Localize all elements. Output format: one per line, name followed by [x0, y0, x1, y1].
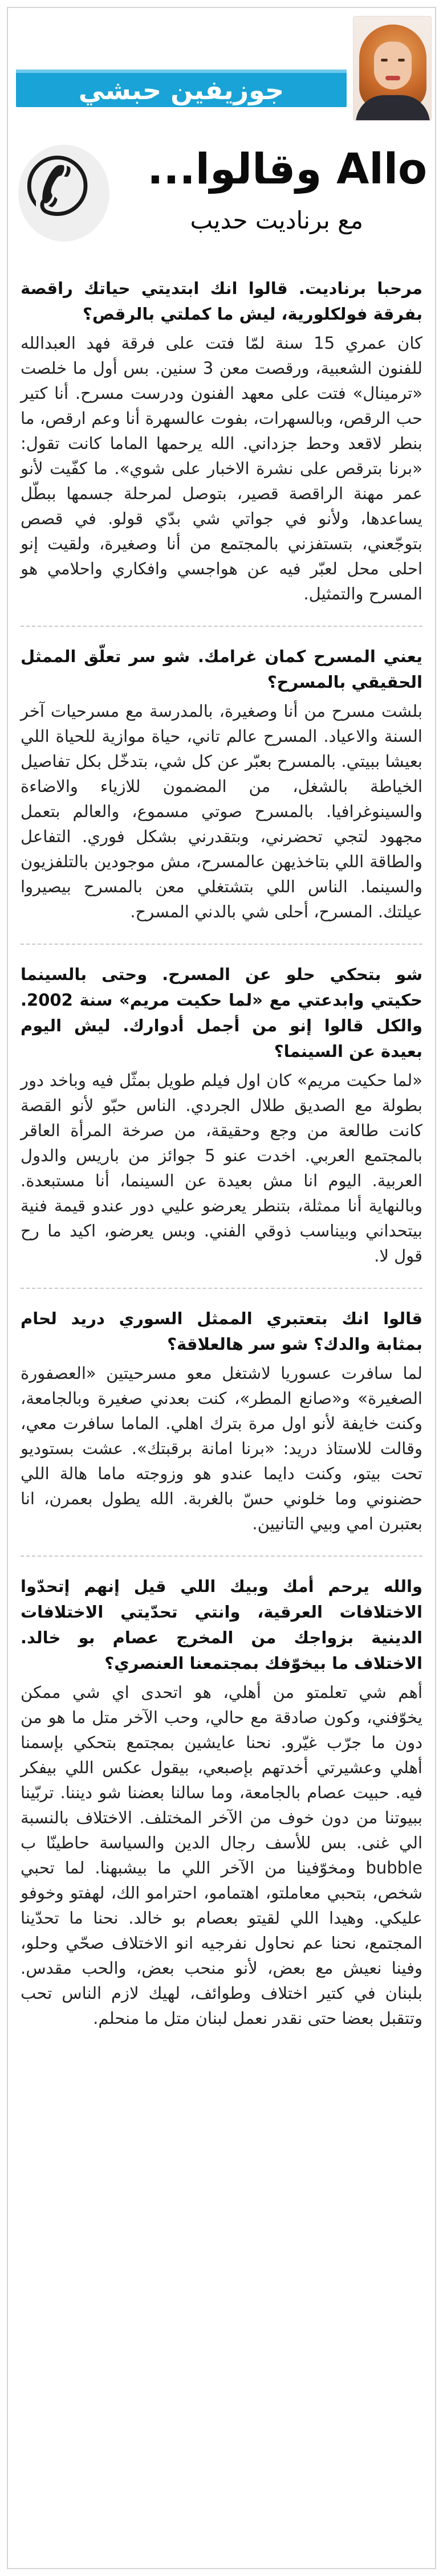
- interview-question: قالوا انك بتعتبري الممثل السوري دريد لحام بمثابة والدك؟ شو سر هالعلاقة؟: [21, 1309, 422, 1354]
- section-divider: [21, 626, 422, 627]
- interview-answer: بلشت مسرح من أنا وصغيرة، بالمدرسة مع مسرحيات آخر السنة والاعياد. المسرح عالم تاني، حياة موازية للحياة اللي بعيشا ببيتي. بالمسرح بعبّر عن كل شي، بتدخّل بكل تفاصيل الخياطة بالشغل، من المضمون للازياء والاضاءة والسينوغرافيا. بالمسرح صوتي مسموع، والعالم بتعمل مجهود لتجي تحضرني، وبتقدرني بشكل فوري. التفاعل والطاقة اللي بتاخذيهن عالمسرح، مش موجودين بالتلفزيون والسينما. الناس اللي بتشتغلي معن بالمسرح بيصيروا عيلتك. المسرح، أحلى شي بالدني المسرح.: [21, 701, 422, 921]
- interview-answer: «لما حكيت مريم» كان اول فيلم طويل بمثّل فيه وباخد دور بطولة مع الصديق طلال الجردي. الناس حبّو لأنو القصة كانت طالعة من وجع وحقيقة، من صرخة المرأة العاقر بالمجتمع العربي. اخدت عنو 5 جوائز من باريس والدول العربية. اليوم انا مش بعيدة عن السينما، أنا مستبعدة. وبالنهاية أنا ممثلة، بتنطر يعرضو عليي دور عندو قيمة فنية بيتحداني وبيناسب ذوقي الفني. وبس يعرضو، اكيد ما رح قول لا.: [21, 1071, 422, 1265]
- interview-answer: كان عمري 15 سنة لمّا فتت على فرقة فهد العبدالله للفنون الشعبية، ورقصت معن 3 سنين. بس أول ما خلصت «ترمينال» فتت على معهد الفنون ودرست مسرح. أنا كتير حب الرقص، وبالسهرات، بفوت عالسهرة أنا وعم ارقص، ما بنطر لاقعد وحط جزداني. الله يرحمها الماما كانت تقول: «برنا بترقص على نشرة الاخبار على شوي». ما كفّيت لأنو عمر مهنة الراقصة قصير، بتوصل لمرحلة جسمها ببطّل يساعدها، ولأنو في جواتي شي بدّي قولو. في قصص بتوجّعني، بتستفزني بالمجتمع من أنا وصغيرة، ولقيت إنو احلى محل لعبّر فيه عن هواجسي وافكاري واحلامي هو المسرح والتمثيل.: [21, 333, 422, 603]
- interview-section: [8, 1574, 435, 2031]
- column-title: [8, 136, 435, 264]
- interview-section: [8, 644, 435, 924]
- section-divider: [21, 1288, 422, 1289]
- columnist-avatar: [353, 16, 432, 121]
- section-divider: [21, 1556, 422, 1557]
- interview-question: يعني المسرح كمان غرامك. شو سر تعلّق الممثل الحقيقي بالمسرح؟: [21, 647, 422, 692]
- telephone-handset-icon: ✆: [24, 141, 91, 234]
- section-divider: [21, 944, 422, 945]
- interview-section: [8, 962, 435, 1268]
- interview-section: [8, 1306, 435, 1536]
- avatar-eye-left: [381, 59, 388, 62]
- interview-question: شو بتحكي حلو عن المسرح. وحتى بالسينما حكيتي وابدعتي مع «لما حكيت مريم» سنة 2002. والكل قالوا إنو من أجمل أدوارك. ليش اليوم بعيدة عن السينما؟: [21, 965, 422, 1061]
- avatar-face: [374, 42, 412, 89]
- interview-question: والله يرحم أمك وبيك اللي قيل إنهم إتحدّوا الاختلافات العرقية، وانتي تحدّيتي الاختلافات الدينية بزواجك من المخرج عصام بو خالد. الاختلاف ما بيخوّفك بمجتمعنا العنصري؟: [21, 1577, 422, 1673]
- interview-answer: أهم شي تعلمتو من أهلي، هو اتحدى اي شي ممكن يخوّفني، وكون صادقة مع حالي، وحب الآخر متل ما هو من دون ما جرّب غيّرو. نحنا عايشين بمجتمع بتحكي بإسمنا أهلي وعشيرتي أخدتهم بإصبعي، بيقول عكس اللي بيفكر فيه. حبيت عصام بالجامعة، وما سالنا بعضنا شو ديننا. تربّينا ببيوتنا من دون خوف من الآخر المختلف. الاختلاف بالنسبة الي غنى. بس للأسف رجال الدين والسياسة حاطينّا ب bubble ومخوّفينا من الآخر اللي ما بيشبهنا. لما تحبي شخص، بتحبي معاملتو، اهتمامو، احترامو الك، لهفتو وخوفو عليكي. وهيدا اللي لقيتو بعصام بو خالد. نحنا ما تحدّينا المجتمع، نحنا عم نحاول نفرجيه انو الاختلاف صحّي وحلو، وفينا نعيش مع بعض، لأنو منحب بعض، والحب مقدس. بلبنان في كتير اختلاف وطوائف، لهيك لازم الناس تحب وتتقبل بعضا حتى نقدر نعمل لبنان متل ما منحلم.: [21, 1683, 422, 2028]
- avatar-lips: [385, 76, 400, 80]
- interview-body: [8, 276, 435, 2031]
- subhead: مع برناديت حديب: [190, 206, 363, 234]
- column-header: [8, 8, 435, 133]
- interview-answer: لما سافرت عسوريا لاشتغل معو مسرحيتين «العصفورة الصغيرة» و«صانع المطر»، كنت بعدني صغيرة وبالجامعة، وكنت خايفة لأنو اول مرة بترك اهلي. الماما سافرت معي، وقالت للاستاذ دريد: «برنا امانة برقبتك». عشت بستوديو تحت بيتو، وكنت دايما عندو هو وزوجته ماما هالة اللي حضنوني وما خلوني حسّ بالغربة. الله يطول بعمرن، انا بعتبرن امي وبيي التانيين.: [21, 1363, 422, 1533]
- headline: Allo وقالوا...: [147, 145, 427, 194]
- interview-section: [8, 276, 435, 606]
- article-page: [7, 7, 436, 2569]
- columnist-name: جوزيفين حبشي: [78, 75, 285, 105]
- avatar-eye-right: [398, 59, 405, 62]
- interview-question: مرحبا برناديت. قالوا انك ابتديتي حياتك راقصة بفرقة فولكلورية، ليش ما كملتي بالرقص؟: [21, 279, 422, 324]
- columnist-name-bar: [16, 70, 347, 107]
